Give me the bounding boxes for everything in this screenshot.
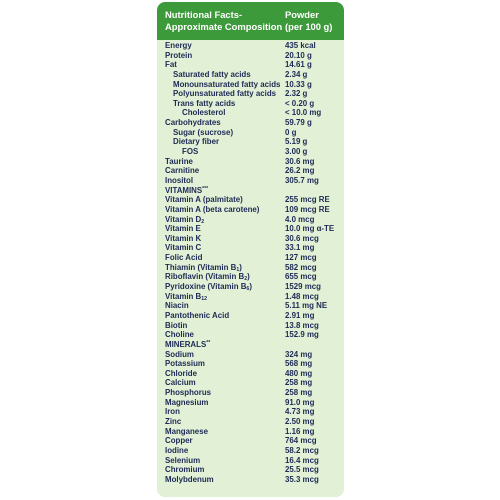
nutrient-row-riboflavin [157,272,344,282]
nutrient-value: 26.2 mg [285,166,315,176]
nutrient-name [165,417,181,427]
nutrient-value: 3.00 g [285,147,308,157]
nutrient-name [165,166,199,176]
nutrient-name-text: Molybdenum [165,474,214,484]
nutrient-name [165,243,201,253]
nutrient-name-tail: ) [247,272,250,282]
nutrient-name [173,99,235,109]
nutrient-value: 255 mcg RE [285,195,330,205]
nutrient-row-thiamin [157,263,344,273]
nutrient-name [165,234,201,244]
nutrient-row-sodium [157,350,344,360]
nutrient-name-text: Iron [165,407,180,417]
nutrient-name [165,427,208,437]
nutrient-name [165,253,202,263]
nutrient-name-text: Calcium [165,378,196,388]
nutrient-name [165,263,242,273]
nutrient-value: 33.1 mg [285,243,315,253]
nutrient-rows [157,41,344,484]
nutrient-row-vitamin-c [157,243,344,253]
nutrient-row-vitamin-k [157,234,344,244]
nutrient-value: 30.6 mcg [285,233,319,243]
nutrient-row-polyunsaturated-fatty-acids [157,89,344,99]
nutrient-value: 10.0 mg α-TE [285,224,335,234]
nutrient-row-selenium [157,456,344,466]
nutrient-name-text: Vitamin K [165,233,202,243]
nutrient-value: 1529 mcg [285,282,321,292]
nutrient-name [182,147,198,157]
nutrient-row-magnesium [157,398,344,408]
header-title-line-1: Nutritional Facts- [165,9,243,20]
nutrient-name-text: Pyridoxine (Vitamin B [165,282,247,292]
nutrient-name-text: Saturated fatty acids [173,69,251,79]
nutrient-name [165,60,177,70]
nutrient-subscript: 12 [201,295,208,302]
nutrient-value: < 10.0 mg [285,108,322,118]
nutrient-value: 25.5 mcg [285,465,319,475]
nutrient-name-text: VITAMINS [165,185,203,195]
nutrient-value: 582 mcg [285,262,317,272]
nutrient-name-text: Zinc [165,416,182,426]
nutrient-name-text: Copper [165,436,193,446]
nutrient-name-text: MINERALS [165,339,207,349]
nutrient-value: 0 g [285,127,297,137]
nutrient-name-text: Dietary fiber [173,137,220,147]
nutrient-row-choline [157,330,344,340]
nutrient-name-text: Monounsaturated fatty acids [173,79,281,89]
nutrient-value: 20.10 g [285,50,312,60]
nutrient-name [165,176,193,186]
nutrient-name-text: Vitamin A (palmitate) [165,195,243,205]
nutrient-name [165,41,192,51]
nutrient-row-iodine [157,446,344,456]
nutrient-name-text: Chloride [165,368,198,378]
nutrient-name-text: Fat [165,60,177,70]
nutrient-name [165,475,214,485]
nutrient-value: 1.48 mcg [285,291,319,301]
nutrient-value: < 0.20 g [285,98,315,108]
nutrient-name-text: Thiamin (Vitamin B [165,262,237,272]
section-heading-vitamins [157,186,344,196]
nutrient-value: 10.33 g [285,79,312,89]
nutrient-value: 258 mg [285,388,313,398]
nutrient-name-text: Biotin [165,320,188,330]
nutrient-value: 1.16 mg [285,426,315,436]
nutrient-name [173,70,251,80]
header-serving-line-1: Powder [285,9,319,20]
nutrient-name-text: Vitamin E [165,224,201,234]
nutrient-value: 764 mcg [285,436,317,446]
nutrient-row-pyridoxine [157,282,344,292]
nutrient-row-sugar [157,128,344,138]
nutrient-value: 4.73 mg [285,407,315,417]
nutrient-name [165,340,210,350]
nutrient-row-pantothenic-acid [157,311,344,321]
nutrient-name [173,128,233,138]
header-serving-line-2: (per 100 g) [285,20,333,32]
nutrient-name-text: Polyunsaturated fatty acids [173,89,277,99]
nutrient-value: 2.91 mg [285,310,315,320]
nutrient-name [165,301,189,311]
nutrient-name-text: Chromium [165,465,205,475]
nutrient-name [165,51,192,61]
nutrient-value: 127 mcg [285,253,317,263]
nutrient-value: 4.0 mcg [285,214,315,224]
nutrient-name [165,465,204,475]
footnote-marker: ** [206,339,211,346]
nutrient-value: 568 mg [285,359,313,369]
nutrient-row-vitamin-e [157,224,344,234]
nutrient-row-vitamin-d2 [157,215,344,225]
nutrient-name-text: Sodium [165,349,194,359]
nutrient-row-taurine [157,157,344,167]
nutrient-name [173,89,276,99]
nutrient-row-dietary-fiber [157,137,344,147]
nutrient-name-text: Choline [165,330,194,340]
nutrient-row-carnitine [157,166,344,176]
nutrient-row-chloride [157,369,344,379]
nutrient-row-niacin [157,301,344,311]
nutrient-name [165,215,204,225]
nutrient-value: 435 kcal [285,41,316,50]
nutrient-name [165,157,193,167]
nutrient-row-potassium [157,359,344,369]
nutrient-name [165,186,208,196]
nutrient-row-fos [157,147,344,157]
nutrient-name-text: Folic Acid [165,253,203,263]
nutrient-name-text: Carbohydrates [165,118,221,128]
nutrient-row-copper [157,436,344,446]
nutrient-name-text: Cholesterol [182,108,226,118]
nutrient-name-text: Magnesium [165,397,209,407]
nutrient-name [165,446,188,456]
header-serving-title [285,9,341,32]
nutrient-subscript: 1 [236,266,240,273]
nutrition-table-header [157,2,344,40]
nutrient-name-text: Selenium [165,455,201,465]
nutrient-name-text: Riboflavin (Vitamin B [165,272,245,282]
nutrient-row-phosphorus [157,388,344,398]
nutrient-row-saturated-fatty-acids [157,70,344,80]
nutrient-value: 16.4 mcg [285,455,319,465]
nutrient-value: 91.0 mg [285,397,315,407]
nutrient-value: 152.9 mg [285,330,319,340]
nutrition-facts-panel [157,2,344,497]
nutrient-name [182,108,225,118]
nutrient-row-trans-fatty-acids [157,99,344,109]
section-heading-minerals [157,340,344,350]
nutrient-row-folic-acid [157,253,344,263]
nutrient-name [165,205,259,215]
nutrient-value: 35.3 mcg [285,474,319,484]
nutrient-row-carbohydrates [157,118,344,128]
nutrient-value: 258 mg [285,378,313,388]
nutrient-name [165,321,187,331]
nutrient-row-iron [157,407,344,417]
nutrient-value: 14.61 g [285,60,312,70]
nutrient-value: 109 mcg RE [285,204,330,214]
nutrient-name-text: Vitamin D [165,214,202,224]
nutrient-row-vitamin-a-palmitate [157,195,344,205]
nutrient-value: 655 mcg [285,272,317,282]
nutrient-subscript: 2 [244,276,248,283]
nutrient-name-text: Potassium [165,359,205,369]
nutrient-name-text: Vitamin B [165,291,202,301]
nutrient-name [165,359,205,369]
nutrient-value: 305.7 mg [285,175,319,185]
nutrient-name-text: Sugar (sucrose) [173,127,234,137]
nutrient-name-text: FOS [182,147,199,157]
nutrient-value: 2.32 g [285,89,308,99]
nutrient-name-text: Taurine [165,156,193,166]
nutrient-name [165,118,221,128]
nutrient-row-manganese [157,427,344,437]
nutrient-name-text: Vitamin A (beta carotene) [165,204,260,214]
nutrient-subscript: 2 [201,218,205,225]
nutrient-name [173,137,219,147]
nutrient-row-molybdenum [157,475,344,485]
nutrient-value: 58.2 mcg [285,445,319,455]
nutrient-value: 13.8 mcg [285,320,319,330]
nutrient-name-text: Inositol [165,175,194,185]
nutrient-name-tail: ) [249,282,252,292]
nutrient-row-monounsaturated-fatty-acids [157,80,344,90]
nutrient-value: 2.50 mg [285,416,315,426]
nutrient-row-calcium [157,378,344,388]
footnote-marker: *** [202,185,209,192]
nutrient-name [165,282,252,292]
nutrient-name [165,456,200,466]
nutrient-value: 30.6 mg [285,156,315,166]
nutrient-name-text: Carnitine [165,166,200,176]
nutrient-name [165,398,208,408]
nutrient-row-biotin [157,321,344,331]
nutrient-name [165,388,211,398]
nutrient-name-text: Vitamin C [165,243,202,253]
header-composition-title [165,9,283,32]
nutrient-name [165,369,197,379]
nutrient-row-fat [157,60,344,70]
nutrient-name [165,311,229,321]
nutrient-row-protein [157,51,344,61]
nutrient-row-vitamin-b12 [157,292,344,302]
nutrient-name [165,350,194,360]
nutrient-row-energy [157,41,344,51]
nutrient-name [165,292,207,302]
nutrient-row-zinc [157,417,344,427]
nutrient-name-text: Protein [165,50,193,60]
nutrient-subscript: 6 [246,286,250,293]
nutrient-name-text: Energy [165,41,192,50]
nutrient-row-vitamin-a-beta-carotene [157,205,344,215]
header-title-line-2: Approximate Composition [165,20,283,32]
nutrient-name [165,330,194,340]
nutrient-name-text: Niacin [165,301,189,311]
nutrient-name-text: Manganese [165,426,208,436]
nutrient-value: 59.79 g [285,118,312,128]
nutrient-name-text: Phosphorus [165,388,212,398]
nutrient-name [165,224,201,234]
nutrient-value: 324 mg [285,349,313,359]
nutrient-name [165,436,193,446]
nutrient-value: 5.11 mg NE [285,301,328,311]
nutrient-value: 2.34 g [285,69,308,79]
nutrient-name-text: Iodine [165,445,189,455]
nutrient-name [173,80,280,90]
nutrient-value: 5.19 g [285,137,308,147]
nutrient-name [165,407,180,417]
nutrient-row-inositol [157,176,344,186]
nutrient-name [165,195,243,205]
nutrient-name [165,378,196,388]
nutrient-value: 480 mg [285,368,313,378]
nutrient-name [165,272,250,282]
nutrient-name-text: Pantothenic Acid [165,310,230,320]
nutrient-row-cholesterol [157,108,344,118]
nutrient-row-chromium [157,465,344,475]
nutrient-name-text: Trans fatty acids [173,98,236,108]
nutrient-name-tail: ) [239,262,242,272]
